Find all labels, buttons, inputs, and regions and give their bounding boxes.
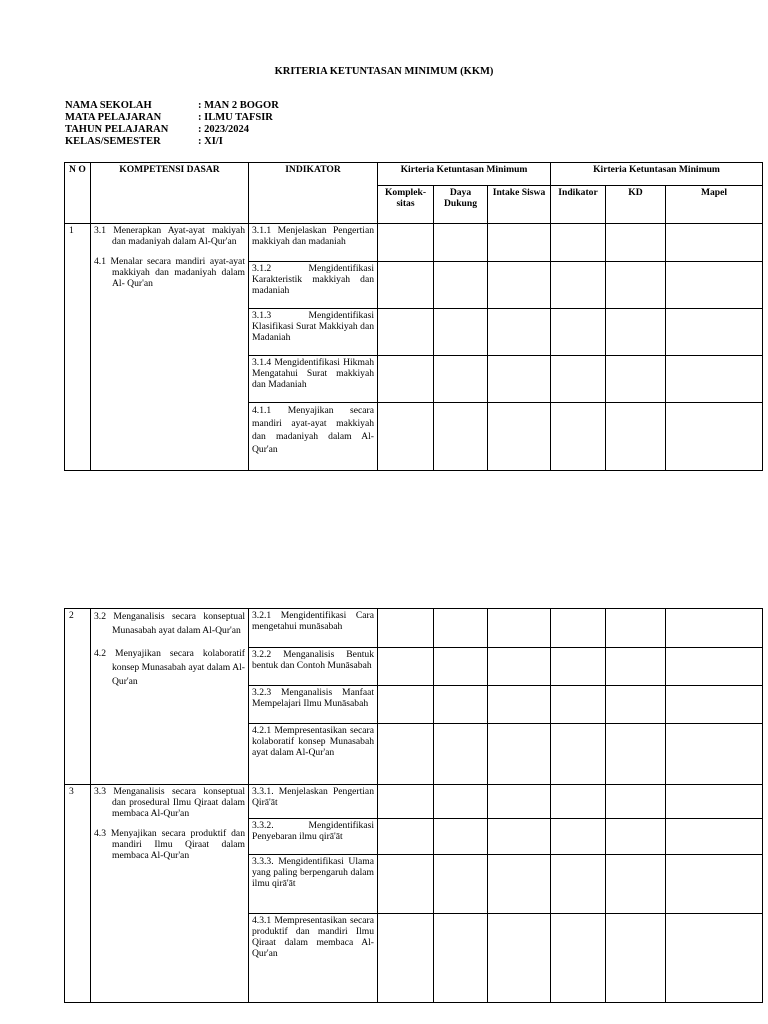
- kd-item: 4.1 Menalar secara mandiri ayat-ayat makkiyah dan madaniyah dalam Al- Qur'an: [94, 256, 245, 290]
- row-number: 3: [65, 785, 91, 1003]
- kkm-table-part1: [64, 162, 763, 471]
- meta-value: : 2023/2024: [198, 124, 250, 135]
- meta-value: : MAN 2 BOGOR: [198, 100, 279, 111]
- indikator-cell: 3.3.1. Menjelaskan Pengertian Qirā'āt: [249, 785, 378, 819]
- indikator-cell: 3.3.2. Mengidentifikasi Penyebaran ilmu qirā'āt: [249, 819, 378, 855]
- row-number: 1: [65, 224, 91, 471]
- kompetensi-dasar-cell: [91, 785, 249, 1003]
- indikator-cell: 4.3.1 Mempresentasikan secara produktif dan mandiri Ilmu Qiraat dalam membaca Al- Qur'an: [249, 914, 378, 1003]
- header-kompleksitas: Komplek- sitas: [378, 186, 434, 224]
- header-kd-score: KD: [606, 186, 666, 224]
- indikator-cell: 3.2.3 Menganalisis Manfaat Mempelajari Ilmu Munāsabah: [249, 686, 378, 724]
- table-row: [65, 609, 763, 648]
- indikator-cell: 3.1.2 Mengidentifikasi Karakteristik makkiyah dan madaniah: [249, 262, 378, 309]
- kompetensi-dasar-cell: [91, 609, 249, 785]
- table-row: [65, 785, 763, 819]
- indikator-cell: 3.1.4 Mengidentifikasi Hikmah Mengatahui Surat makkiyah dan Madaniah: [249, 356, 378, 403]
- kd-item: 4.3 Menyajikan secara produktif dan mandiri Ilmu Qiraat dalam membaca Al-Qur'an: [94, 828, 245, 862]
- header-kkm-group-1: Kirteria Ketuntasan Minimum: [378, 163, 551, 186]
- header-kkm-group-2: Kirteria Ketuntasan Minimum: [551, 163, 763, 186]
- header-kompetensi-dasar: KOMPETENSI DASAR: [91, 163, 249, 224]
- header-daya-dukung: Daya Dukung: [434, 186, 488, 224]
- meta-label: NAMA SEKOLAH: [65, 100, 152, 111]
- document-title: KRITERIA KETUNTASAN MINIMUM (KKM): [274, 66, 494, 77]
- indikator-cell: 3.1.3 Mengidentifikasi Klasifikasi Surat Makkiyah dan Madaniah: [249, 309, 378, 356]
- indikator-cell: 3.3.3. Mengidentifikasi Ulama yang paling berpengaruh dalam ilmu qirā'āt: [249, 855, 378, 914]
- kd-item: 4.2 Menyajikan secara kolaboratif konsep Munasabah ayat dalam Al-Qur'an: [94, 648, 245, 687]
- header-intake-siswa: Intake Siswa: [488, 186, 551, 224]
- school-info: [65, 100, 279, 148]
- indikator-cell: 3.2.2 Menganalisis Bentuk bentuk dan Contoh Munāsabah: [249, 648, 378, 686]
- meta-row: [65, 136, 279, 148]
- meta-label: MATA PELAJARAN: [65, 112, 162, 123]
- table-row: [65, 224, 763, 262]
- meta-row: [65, 100, 279, 112]
- header-mapel-score: Mapel: [666, 186, 763, 224]
- kd-item: 3.3 Menganalisis secara konseptual dan prosedural Ilmu Qiraat dalam membaca Al-Qur'an: [94, 786, 245, 820]
- meta-value: : XI/I: [198, 136, 223, 147]
- indikator-cell: 3.2.1 Mengidentifikasi Cara mengetahui munāsabah: [249, 609, 378, 648]
- meta-value: : ILMU TAFSIR: [198, 112, 273, 123]
- indikator-cell: 4.2.1 Mempresentasikan secara kolaboratif konsep Munasabah ayat dalam Al-Qur'an: [249, 724, 378, 785]
- header-indikator: INDIKATOR: [249, 163, 378, 224]
- kd-item: 3.1 Menerapkan Ayat-ayat makiyah dan madaniyah dalam Al-Qur'an: [94, 225, 245, 248]
- kkm-table-part2: [64, 608, 763, 1003]
- row-number: 2: [65, 609, 91, 785]
- meta-row: [65, 112, 279, 124]
- indikator-cell: 3.1.1 Menjelaskan Pengertian makkiyah dan madaniah: [249, 224, 378, 262]
- meta-label: TAHUN PELAJARAN: [65, 124, 169, 135]
- header-indikator-score: Indikator: [551, 186, 606, 224]
- header-no: N O: [65, 163, 91, 224]
- meta-row: [65, 124, 279, 136]
- kd-item: 3.2 Menganalisis secara konseptual Munasabah ayat dalam Al-Qur'an: [94, 611, 245, 636]
- meta-label: KELAS/SEMESTER: [65, 136, 161, 147]
- indikator-cell: 4.1.1 Menyajikan secara mandiri ayat-ayat makkiyah dan madaniyah dalam Al- Qur'an: [249, 403, 378, 471]
- kompetensi-dasar-cell: [91, 224, 249, 471]
